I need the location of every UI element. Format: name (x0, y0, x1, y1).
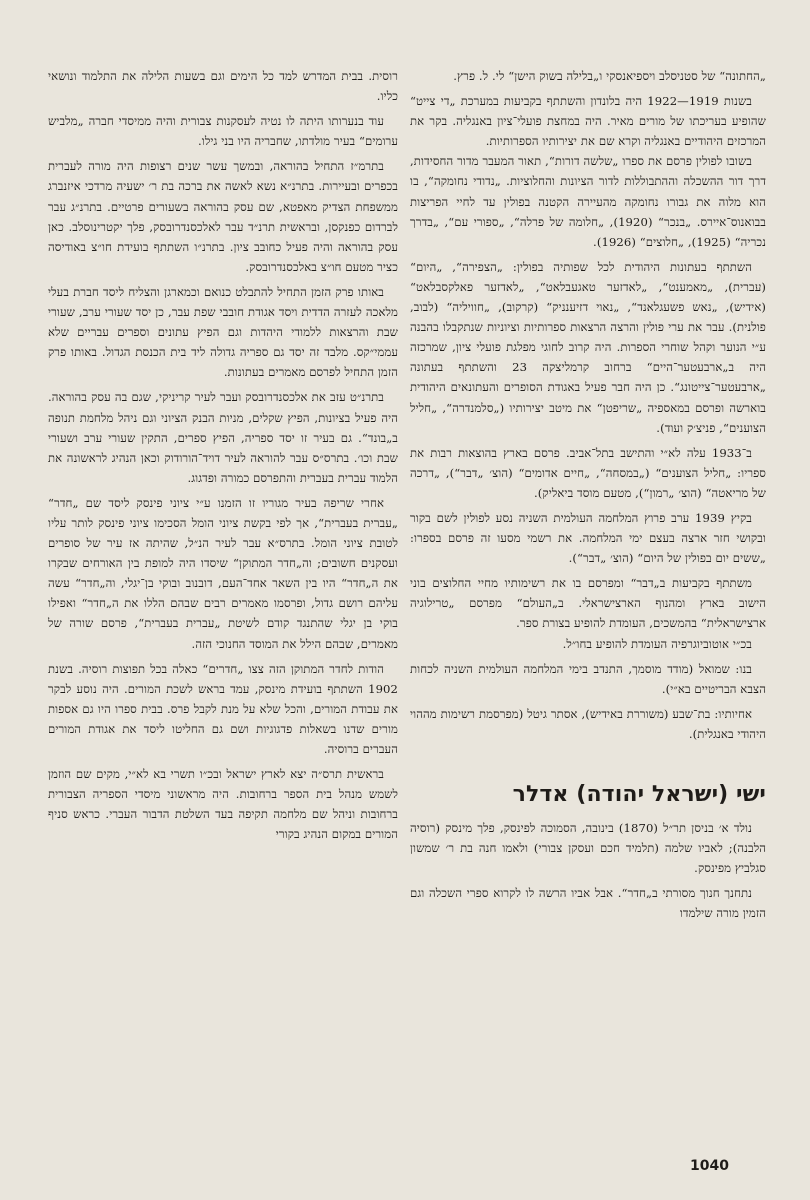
left-column (48, 66, 398, 844)
paragraph: משתתף בקביעות ב„דבר“ ומפרסם בו את רשימותיו מחיי החלוצים בוני הישוב בארץ ומהנוף הארצישראלי. ב„העולם“ מפרסם „טרילוגיה ארצישראלית“ בהמשכים, העומדת להופיע בצורת ספר. (410, 576, 766, 631)
paragraph: בתרנ״ט עזב את אלכסנדרובסק ועבר לעיר קריניקי, שגם בה עסק בהוראה. היה פעיל בציונות, הפיץ שקלים, מניות הבנק הציוני וגם ניהל מלחמת תנופה ב„בונד“. גם בעיר זו יסד ספריה, הפיץ ספרים, התקין שעורי ערב ושעורי שבת וכו׳. בתרס״ס עבר להוראה לעיר דויד־הורודוק וכאן הנהיג לראשונה את הלמוד עברית בעברית והתפרסם כמורה ופדגוג. (48, 390, 398, 485)
paragraph: ב־1933 עלה לא״י והתישב בתל־אביב. פרסם בארץ בהוצאות רבות את ספריו: „חליל הצוענים“ („במסחה“, „חיים אדומים“ (הוצ׳ „דבר“), „דרכה של מריאטה“ (הוצ׳ „רמון“), מטעם מוסד ביאליק). (410, 445, 766, 500)
paragraph: בראשית תרס״ה יצא לארץ ישראל ובכ״ו תשרי בא לא״י, מקים שם הוזמן לשמש מנהל בית הספר ברחובות. היה מראשוני מיסדי הספריה הצבורית ברחובות וניהל שם מלחמה תקיפה בעד השלטת הדבור העברי. כראש סניף המורים במקום הנהיג בקורי (48, 767, 398, 842)
page-number: 1040 (690, 1158, 729, 1174)
paragraph: בקיץ 1939 ערב פרוץ המלחמה העולמית השניה נסע לפולין לשם בקור ובקושי חזר ארצה בעצם ימי המלחמה. את רשמי מסעו זה פרסם בספרו: „ששים יום בפולין של היום“ (הוצ׳ „דבר“). (410, 510, 766, 566)
paragraph: נולד א׳ בניסן תר״ל (1870) בינובה, הסמוכה לפינסק, פלך מינסק (רוסיה הלבנה); לאביו שלמה (תלמיד חכם ועסקן צבורי) ולאמו חנה בת ר׳ שמשון סגלביץ מפינסק. (410, 821, 766, 876)
paragraph: בתרמ״ז התחיל בהוראה, ובמשך עשר שנים רצופות היה מורה לעברית בכפרים ובעיירות. בתרנ״א נשא לאשה את ברכה בת ר׳ ישעיה מרדכי איזנברג ממשפחת הצדיק מאפטא, שם עסק בהוראה בשעורים פרטיים. בתרנ״ג עבר לברדום כפנקסן, ובראשית תרנ״ד עבר לאלכסנדרובסק, פלך יקטרינוסלב. כאן עסק בהוראה והיה פעיל כחובב ציון. בתרנ״ו השתתף בועידת חו״צ באודיסה כציר מטעם חו״צ באלכסנדרובסק. (48, 159, 398, 274)
entry-title: ישי (ישראל יהודה) אדלר (512, 782, 766, 807)
paragraph: רוסית. בבית המדרש למד כל הימים וגם בשעות הלילה את התלמוד ונושאי כליו. (48, 69, 398, 104)
paragraph: הודות לחדר המתוקן הזה צצו „חדרים“ כאלה בכל תפוצות רוסיה. בשנת 1902 השתתף בועידת מינסק, עמד בראש לשכת המורים. היה נוסע לבקר את עבודת המורים, והכל שלא על מנת לקבל פרס. בבית ספרו היו גם אספות מורים שדנו בשאלות פדגוגיות ושם גם החליטו ליסד את אגודת המורים העברים ברוסיה. (48, 661, 398, 756)
right-column (410, 66, 766, 923)
paragraph: בשובו לפולין פרסם את ספרו „שלשה דורות“, תאור המעבר מדור החסידות, דרך דור ההשכלה וההתבוללות לדור הציונות והחלוציות. „נדודי נחומקה“, בו הוא מלוה את גבורו נחומקה מהעיירה הקטנה בפולין עד לחיי הפריצות בבואנוס־איירס. „בנכר“ (1920), „חלומה של פרלה“, „ספורי עם“, „בדרך נכריה“ (1925), „חלוצים“ (1926). (410, 154, 766, 249)
paragraph: נתחנך חנוך מסורתי ב„חדר“. אבל אביו הרשה לו לקרוא ספרי השכלה וגם הזמין מורה שילמדו (410, 886, 766, 921)
paragraph: בשנות 1919—1922 היה בלונדון והשתתף בקביעות במערכת „די צייט“ שהופיע בעריכתו של מורים מאיר. היה במחצת פועלי־ציון באנגליה. בקר את המרכזים היהודיים באנגליה וקרא שם את יצירותיו הספרותיות. (410, 94, 766, 149)
paragraph: אחיותיו: בת־שבע (משוררת באידיש), אסתר גיטל (מפרסמת רשימות מההוי היהודי באנגלית). (410, 706, 766, 741)
paragraph: השתתף בעתונות היהודית לכל שפותיה בפולין: „הצפירה“, „היום“ (עברית), „מאמענט“, „לאדזער טאגעבלאט“, „לאדזער פאלקסבלאט“ (אידיש), „נאש פשעגלאנד“, „נאוי דזיענניק“ (קרקוב), „חוויליה“ (לבוב, פולנית). עבר את ערי פולין והרצה הרצאות ספרותיות וציוניות שנתקבלו בהבנה ע״י הנוער וקהל שוחרי הספרות. היה קרוב לחוגי מפלגת פועלי ציון, שמרכזה היה ב„ארבעטער־היים“ ברחוב קרמליצקה 23 והשתתף בעתונה „ארבעטער־צייטונג“. כן היה חבר פעיל באגודת הסופרים והעתונאים היהודית בוארשה ופרסם במאספיה „שריפטן“ את מיטב יצירותיו („סלמנדרה“, „חליל הצוענים“, פניצ׳ק ועוד). (410, 259, 766, 435)
paragraph: בכ״י אוטוביוגרפיה העומדת להופיע בחו״ל. (562, 636, 752, 651)
paragraph: בנו: שמואל (מודד מוסמך, התנדב בימי המלחמה העולמית השניה לכחות הצבא הבריטיים בא״י). (410, 661, 766, 696)
paragraph: באותו פרק הזמן התחיל להתבלט כנואם וכמארגן והצליח ליסד חברת בעלי מלאכה לעזרה הדדית ויסד אגודת חובבי שפת עבר, כן יסד שעורי ערב, שעורי שבת והרצאות ללמודי היהדות וגם הפיץ עתונים וספרים עבריים שלא עממי״קס. מלבד זה יסד גם ספריה גדולה ליד בית הכנסת הגדול. באותו פרק הזמן התחיל לפרסם מאמרים בעתונות. (48, 284, 398, 380)
paragraph: „החתונה“ של סטניסלב ויספיאנסקי ו„בלילה בשוק הישן“ לי. ל. פרץ. (453, 69, 766, 83)
paragraph: אחרי שריפה בעיר מגוריו זו הזמנו ע״י ציוני פינסק ליסד שם „חדר“ „עברית בעברית“, אך לפי בקשת ציוני הומל הסכימו ציוני פינסק לותר עליו לטובת ציוני הומל. בתרס״א עבר לעיר הנ״ל, שהיתה אז עיר של סופרים ועסקנים חשובים; וה„חדר המתוקן“ שיסדו היה למופת בין האורחים שבקרו את ה„חדר“ היו בין השאר אחד־העם, דובנוב ובוקי בן־יגלי, וה„חדר“ עשה עליהם רושם גדול, ופרסמו מאמרים רבים שבהם הללו את ה„חדר“ ואפילו בוקי בן יגלי שהתנגד קודם לשיטת „עברית בעברית“, פרסם שורה של מאמרים, שבהם הילל את המוסד החנוכי הזה. (48, 495, 398, 651)
paragraph: עוד בנערותו היתה לו נטיה לעסקנות צבורית והיה ממיסדי חברה „מלביש ערומים“ בעיר מולדתו, שחבריה היו בני גילו. (48, 114, 398, 149)
